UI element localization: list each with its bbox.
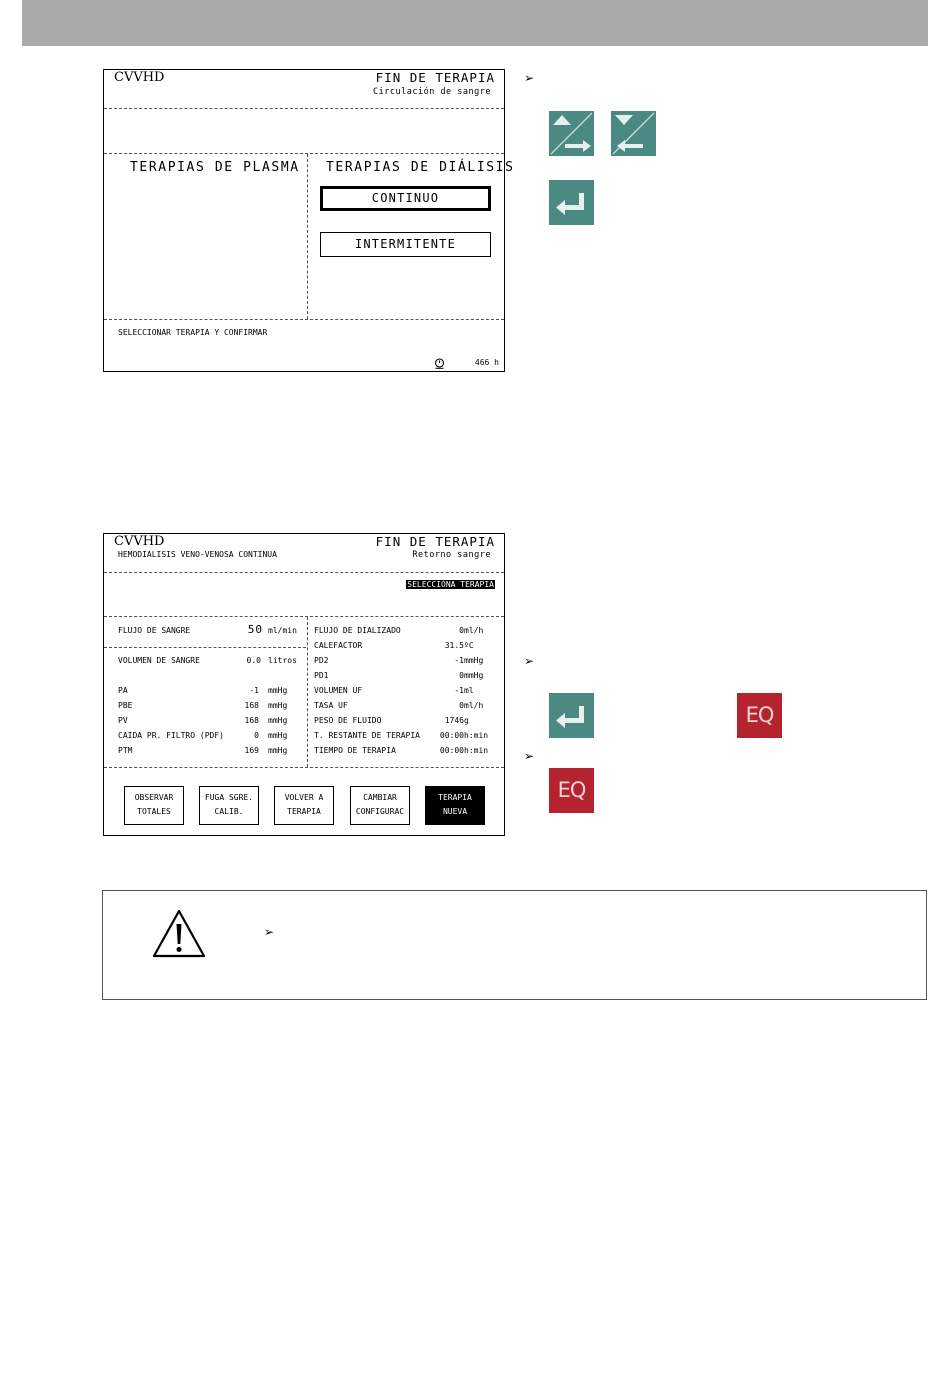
blood-flow-value: 50 bbox=[247, 623, 263, 636]
row-value: 1746 bbox=[444, 716, 464, 725]
row-unit: g bbox=[464, 716, 469, 725]
blood-flow-row bbox=[118, 623, 303, 638]
intermitente-option[interactable]: INTERMITENTE bbox=[320, 232, 491, 257]
row-label: T. RESTANTE DE TERAPIA bbox=[314, 731, 420, 740]
right-data-row bbox=[314, 641, 500, 653]
row-label: PD1 bbox=[314, 671, 329, 680]
status-title: FIN DE TERAPIA bbox=[375, 70, 495, 85]
blood-volume-value: 0.0 bbox=[246, 656, 261, 665]
blood-flow-label: FLUJO DE SANGRE bbox=[118, 626, 191, 635]
blood-flow-unit: ml/min bbox=[268, 626, 297, 635]
select-therapy-prompt: SELECCIÓNA TERAPIA bbox=[407, 580, 494, 589]
status-subtitle: Circulación de sangre bbox=[373, 87, 491, 97]
row-value: 169 bbox=[244, 746, 259, 755]
left-data-row bbox=[118, 701, 303, 713]
softkey-line1: CAMBIAR bbox=[363, 793, 397, 802]
observe-totals-button[interactable] bbox=[124, 786, 184, 825]
row-label: PBE bbox=[118, 701, 133, 710]
right-data-row bbox=[314, 716, 500, 728]
row-unit: ºC bbox=[464, 641, 474, 650]
row-unit: ml/h bbox=[464, 701, 484, 710]
row-label: CALEFACTOR bbox=[314, 641, 363, 650]
clock-icon bbox=[434, 358, 445, 369]
row-unit: h:min bbox=[464, 746, 489, 755]
eq-key[interactable] bbox=[737, 693, 782, 738]
eq-key-label: EQ bbox=[557, 778, 586, 802]
arrow-down-select-icon[interactable] bbox=[611, 111, 656, 156]
row-value: 00:00 bbox=[439, 731, 464, 740]
row-value: 0 bbox=[459, 626, 464, 635]
right-data-row bbox=[314, 671, 500, 683]
blood-volume-row bbox=[118, 656, 303, 668]
eq-key[interactable] bbox=[549, 768, 594, 813]
row-label: PA bbox=[118, 686, 128, 695]
status-title: FIN DE TERAPIA bbox=[375, 534, 495, 549]
row-unit: ml/h bbox=[464, 626, 484, 635]
return-to-therapy-button[interactable] bbox=[274, 786, 334, 825]
row-value: 168 bbox=[244, 716, 259, 725]
continuo-option[interactable]: CONTINUO bbox=[320, 186, 491, 211]
row-label: PTM bbox=[118, 746, 133, 755]
row-unit: mmHg bbox=[268, 731, 288, 740]
softkey-line1: VOLVER A bbox=[284, 793, 324, 802]
right-data-row bbox=[314, 746, 500, 758]
softkey-line1: TERAPIA bbox=[438, 793, 472, 802]
softkey-line2: TERAPIA bbox=[287, 807, 321, 816]
row-value: 0 bbox=[459, 671, 464, 680]
softkey-line2: CALIB. bbox=[214, 807, 244, 816]
dialysis-therapies-heading: TERAPIAS DE DIÁLISIS bbox=[326, 160, 515, 175]
bullet-3: ➢ bbox=[524, 749, 535, 763]
left-data-row bbox=[118, 686, 303, 698]
row-unit: mmHg bbox=[464, 671, 484, 680]
change-config-button[interactable] bbox=[350, 786, 410, 825]
row-label: TASA UF bbox=[314, 701, 348, 710]
warning-bullet: ➢ bbox=[264, 925, 275, 939]
left-data-row bbox=[118, 731, 303, 743]
plasma-therapies-heading: TERAPIAS DE PLASMA bbox=[130, 160, 300, 175]
row-label: PV bbox=[118, 716, 128, 725]
blood-leak-calib-button[interactable] bbox=[199, 786, 259, 825]
row-value: 0 bbox=[254, 731, 259, 740]
mode-label: CVVHD bbox=[114, 70, 165, 85]
softkey-line1: OBSERVAR bbox=[134, 793, 174, 802]
row-unit: ml bbox=[464, 686, 474, 695]
row-label: PESO DE FLUIDO bbox=[314, 716, 382, 725]
blood-volume-unit: litros bbox=[268, 656, 297, 665]
row-unit: mmHg bbox=[268, 716, 288, 725]
softkey-line1: FUGA SGRE. bbox=[204, 793, 254, 802]
instruction-message: SELECCIONAR TERAPIA Y CONFIRMAR bbox=[118, 328, 268, 337]
row-unit: mmHg bbox=[464, 656, 484, 665]
row-value: -1 bbox=[454, 686, 464, 695]
row-label: TIEMPO DE TERAPIA bbox=[314, 746, 396, 755]
row-label: PD2 bbox=[314, 656, 329, 665]
row-unit: mmHg bbox=[268, 686, 288, 695]
operating-hours: 466 h bbox=[474, 358, 499, 367]
enter-key-icon[interactable] bbox=[549, 180, 594, 225]
row-label: VOLUMEN UF bbox=[314, 686, 363, 695]
right-data-row bbox=[314, 686, 500, 698]
arrow-up-select-icon[interactable] bbox=[549, 111, 594, 156]
enter-key-icon[interactable] bbox=[549, 693, 594, 738]
end-therapy-screen bbox=[103, 533, 505, 836]
right-data-row bbox=[314, 701, 500, 713]
row-label: CAIDA PR. FILTRO (PDF) bbox=[118, 731, 224, 740]
row-value: 31.5 bbox=[444, 641, 464, 650]
row-value: 168 bbox=[244, 701, 259, 710]
mode-label: CVVHD bbox=[114, 534, 165, 549]
therapy-selection-screen bbox=[103, 69, 515, 372]
bullet-1: ➢ bbox=[524, 71, 535, 85]
row-unit: mmHg bbox=[268, 746, 288, 755]
blood-volume-label: VOLUMEN DE SANGRE bbox=[118, 656, 200, 665]
softkey-line2: TOTALES bbox=[137, 807, 171, 816]
right-data-row bbox=[314, 626, 500, 638]
softkey-line2: CONFIGURAC bbox=[355, 807, 405, 816]
left-data-row bbox=[118, 716, 303, 728]
row-label: FLUJO DE DIALIZADO bbox=[314, 626, 401, 635]
left-data-row bbox=[118, 746, 303, 758]
right-data-row bbox=[314, 731, 500, 743]
row-value: -1 bbox=[249, 686, 259, 695]
new-therapy-button[interactable] bbox=[425, 786, 485, 825]
softkey-line2: NUEVA bbox=[442, 807, 468, 816]
bullet-2: ➢ bbox=[524, 654, 535, 668]
row-value: 0 bbox=[459, 701, 464, 710]
warning-triangle-icon bbox=[151, 908, 207, 960]
warning-box bbox=[102, 890, 927, 1000]
row-unit: h:min bbox=[464, 731, 489, 740]
header-bar bbox=[22, 0, 928, 46]
eq-key-label: EQ bbox=[745, 703, 774, 727]
mode-description: HEMODIALISIS VENO-VENOSA CONTINUA bbox=[118, 550, 277, 559]
row-unit: mmHg bbox=[268, 701, 288, 710]
row-value: -1 bbox=[454, 656, 464, 665]
row-value: 00:00 bbox=[439, 746, 464, 755]
right-data-row bbox=[314, 656, 500, 668]
status-subtitle: Retorno sangre bbox=[412, 550, 491, 560]
